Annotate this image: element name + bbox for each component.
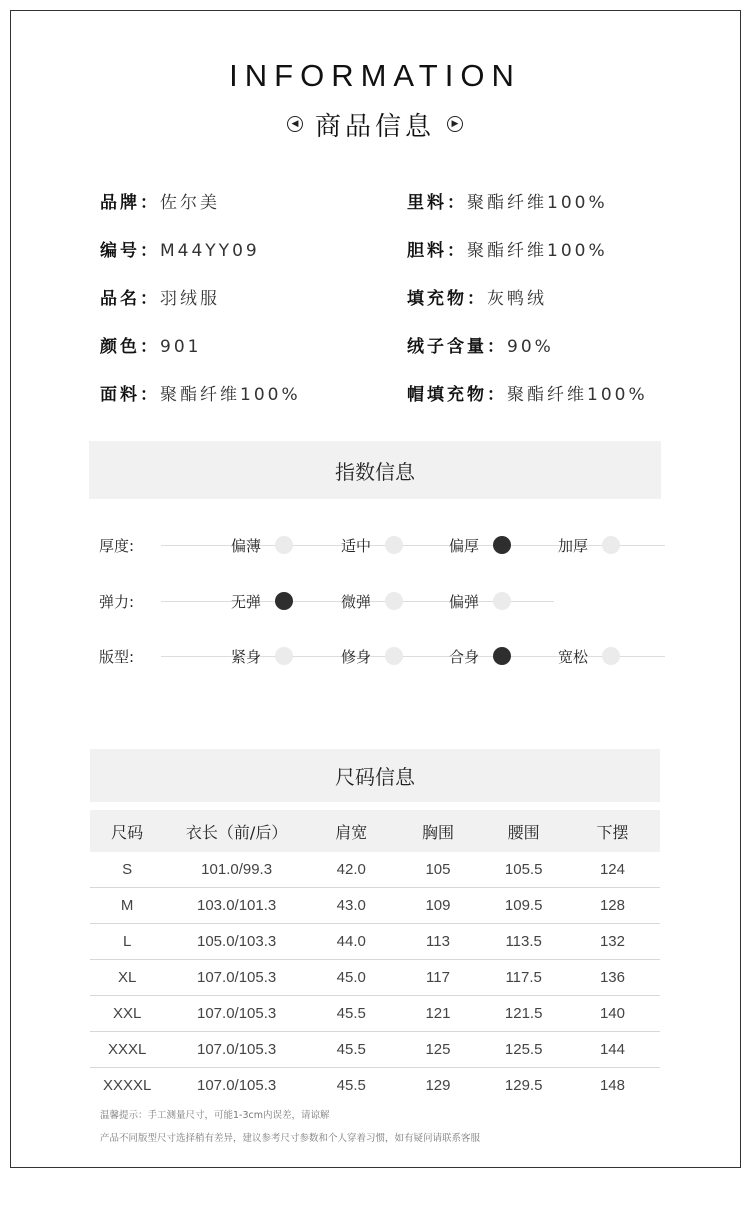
page-title-en: INFORMATION bbox=[229, 58, 521, 93]
index-option: 无弹 bbox=[231, 593, 262, 611]
table-row bbox=[90, 960, 660, 996]
index-dot bbox=[275, 647, 293, 665]
size-cell: 107.0/105.3 bbox=[164, 960, 309, 996]
size-cell: S bbox=[90, 852, 164, 888]
index-dot bbox=[275, 536, 293, 554]
table-row bbox=[90, 888, 660, 924]
size-cell: 124 bbox=[565, 852, 660, 888]
index-option: 适中 bbox=[341, 537, 372, 555]
size-cell: 125.5 bbox=[482, 1032, 565, 1068]
size-cell: 45.5 bbox=[309, 1032, 394, 1068]
size-cell: 45.0 bbox=[309, 960, 394, 996]
size-cell: 107.0/105.3 bbox=[164, 996, 309, 1032]
size-cell: 125 bbox=[394, 1032, 483, 1068]
size-cell: 132 bbox=[565, 924, 660, 960]
index-row-label: 弹力: bbox=[99, 593, 135, 611]
info-name: 品名：羽绒服 bbox=[100, 289, 220, 309]
info-inner: 胆料：聚酯纤维100% bbox=[407, 241, 608, 261]
info-fabric: 面料：聚酯纤维100% bbox=[100, 385, 301, 405]
index-option: 合身 bbox=[449, 648, 480, 666]
index-dot bbox=[602, 647, 620, 665]
size-table bbox=[90, 810, 660, 1103]
table-row bbox=[90, 852, 660, 888]
note-fit: 产品不同版型尺寸选择稍有差异，建议参考尺寸参数和个人穿着习惯，如有疑问请联系客服 bbox=[100, 1133, 481, 1144]
size-cell: 45.5 bbox=[336, 1077, 366, 1094]
size-cell: XXL bbox=[90, 996, 164, 1032]
info-down-content: 绒子含量：90% bbox=[407, 337, 554, 357]
index-option: 微弹 bbox=[341, 593, 372, 611]
index-row-elasticity bbox=[99, 586, 669, 616]
index-dot bbox=[385, 592, 403, 610]
size-cell: 144 bbox=[565, 1032, 660, 1068]
size-cell: 140 bbox=[565, 996, 660, 1032]
index-option: 宽松 bbox=[558, 648, 589, 666]
size-cell: 128 bbox=[565, 888, 660, 924]
size-cell: 107.0/105.3 bbox=[164, 1032, 309, 1068]
size-cell: 105.0/103.3 bbox=[164, 924, 309, 960]
size-cell: 45.5 bbox=[309, 996, 394, 1032]
size-cell: XXXL bbox=[90, 1032, 164, 1068]
size-cell: L bbox=[90, 924, 164, 960]
index-dot bbox=[493, 536, 511, 554]
index-option: 偏薄 bbox=[231, 537, 262, 555]
info-color: 颜色：901 bbox=[100, 337, 202, 357]
index-option: 偏弹 bbox=[449, 593, 480, 611]
index-dot bbox=[385, 647, 403, 665]
table-row bbox=[90, 924, 660, 960]
size-cell: 148 bbox=[599, 1077, 625, 1094]
index-option: 紧身 bbox=[231, 648, 262, 666]
table-row bbox=[90, 1068, 660, 1104]
index-row-label: 版型: bbox=[99, 648, 135, 666]
index-dot bbox=[493, 592, 511, 610]
size-header-cell: 尺码 bbox=[90, 810, 164, 852]
size-cell: 129 bbox=[425, 1077, 451, 1094]
page-title-cn-row bbox=[0, 106, 750, 142]
size-header-cell: 下摆 bbox=[565, 810, 660, 852]
circle-right-arrow-icon: ▶ bbox=[447, 116, 463, 132]
info-filling: 填充物：灰鸭绒 bbox=[407, 289, 547, 309]
size-header-cell: 胸围 bbox=[394, 810, 483, 852]
size-cell: 109.5 bbox=[482, 888, 565, 924]
index-dot bbox=[602, 536, 620, 554]
info-hood-filling: 帽填充物：聚酯纤维100% bbox=[407, 385, 648, 405]
size-section-title: 尺码信息 bbox=[90, 749, 660, 802]
size-cell: 44.0 bbox=[309, 924, 394, 960]
index-option: 修身 bbox=[341, 648, 372, 666]
info-lining: 里料：聚酯纤维100% bbox=[407, 193, 608, 213]
size-header-cell: 衣长（前/后） bbox=[164, 810, 309, 852]
size-cell: 107.0/105.3 bbox=[197, 1077, 277, 1094]
circle-left-arrow-icon: ◀ bbox=[287, 116, 303, 132]
info-brand: 品牌：佐尔美 bbox=[100, 193, 220, 213]
size-cell: 103.0/101.3 bbox=[164, 888, 309, 924]
size-cell: 105.5 bbox=[482, 852, 565, 888]
size-cell: 117.5 bbox=[482, 960, 565, 996]
size-cell: 109 bbox=[394, 888, 483, 924]
info-code: 编号：M44YY09 bbox=[100, 241, 260, 261]
size-cell: 129.5 bbox=[504, 1077, 543, 1094]
size-cell: 113 bbox=[394, 924, 483, 960]
size-cell: XL bbox=[90, 960, 164, 996]
size-cell: M bbox=[90, 888, 164, 924]
size-cell: 101.0/99.3 bbox=[164, 852, 309, 888]
size-cell: 121 bbox=[394, 996, 483, 1032]
index-dot bbox=[493, 647, 511, 665]
index-row-thickness bbox=[99, 530, 669, 560]
index-row-fit bbox=[99, 641, 669, 671]
size-cell: 121.5 bbox=[482, 996, 565, 1032]
size-table-header-row bbox=[90, 810, 660, 852]
index-option: 偏厚 bbox=[449, 537, 480, 555]
size-header-cell: 腰围 bbox=[482, 810, 565, 852]
index-dot bbox=[275, 592, 293, 610]
size-cell: 117 bbox=[394, 960, 483, 996]
page-title-cn: 商品信息 bbox=[314, 111, 435, 142]
index-section-title: 指数信息 bbox=[89, 441, 661, 499]
size-cell: 136 bbox=[565, 960, 660, 996]
size-cell: 113.5 bbox=[482, 924, 565, 960]
index-option: 加厚 bbox=[558, 537, 589, 555]
size-cell: 43.0 bbox=[309, 888, 394, 924]
index-dot bbox=[385, 536, 403, 554]
note-measurement: 温馨提示：手工测量尺寸，可能1-3cm内误差，请谅解 bbox=[100, 1110, 330, 1121]
size-cell: 105 bbox=[394, 852, 483, 888]
table-row bbox=[90, 1032, 660, 1068]
size-header-cell: 肩宽 bbox=[309, 810, 394, 852]
size-cell: 42.0 bbox=[309, 852, 394, 888]
table-row bbox=[90, 996, 660, 1032]
index-row-label: 厚度: bbox=[99, 537, 135, 555]
size-cell: XXXXL bbox=[102, 1077, 152, 1094]
